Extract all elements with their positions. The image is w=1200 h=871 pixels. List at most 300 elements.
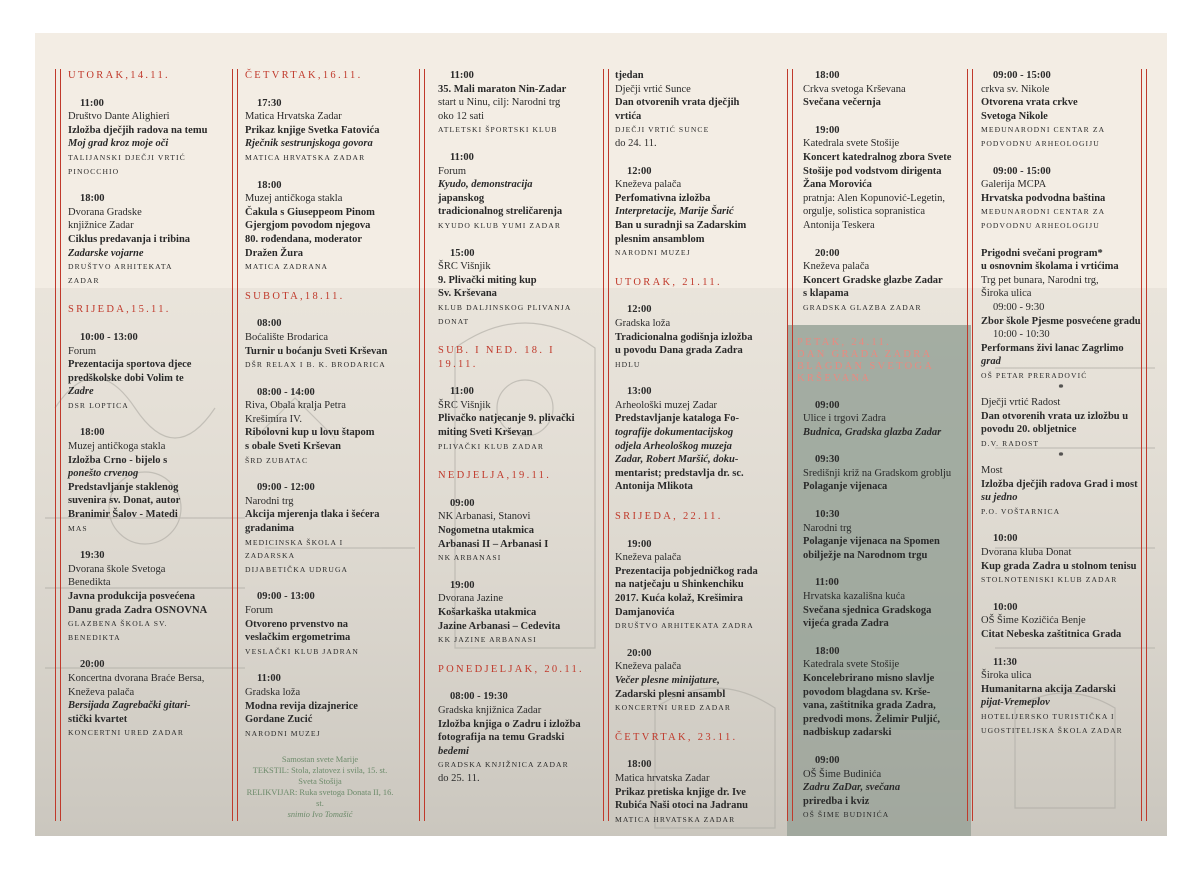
event-venue: Forum (68, 345, 97, 357)
event-entry (68, 426, 218, 535)
event-organizer: STOLNOTENISKI KLUB ZADAR (981, 575, 1118, 585)
event-organizer: PODVODNU ARHEOLOGIJU (981, 220, 1100, 230)
event-venue: do 25. 11. (438, 772, 480, 784)
event-organizer: D.V. RADOST (981, 438, 1040, 448)
event-venue: Matica Hrvatska Zadar (245, 111, 342, 123)
event-title: Predstavljanje staklenog (68, 481, 179, 493)
event-organizer: KYUDO KLUB YUMI ZADAR (438, 220, 562, 230)
event-title: Prikaz pretiska knjige dr. Ive (615, 786, 746, 798)
event-venue: Matica hrvatska Zadar (615, 772, 710, 784)
event-time: 11:00 (450, 386, 474, 398)
event-time: 18:00 (80, 193, 105, 205)
event-entry (615, 69, 765, 151)
event-time: 13:00 (627, 386, 652, 398)
event-organizer: NK ARBANASI (438, 553, 502, 563)
event-organizer: DŠR RELAX I B. K. BRODARICA (245, 360, 386, 370)
event-title: Polaganje vijenaca na Spomen (803, 536, 940, 548)
caption-line: TEKSTIL: Stola, zlatovez i svila, 15. st. (252, 766, 388, 776)
event-entry (803, 399, 953, 440)
event-title: Žana Morovića (803, 179, 872, 191)
event-time: 10:30 (815, 509, 840, 521)
event-venue: Dvorana kluba Donat (981, 547, 1072, 558)
event-organizer: HDLU (615, 359, 641, 369)
event-title: Danu grada Zadra OSNOVNA (68, 604, 208, 616)
event-time: 09:00 - 15:00 (993, 70, 1051, 81)
event-venue: Hrvatska kazališna kuća (803, 591, 906, 603)
event-venue: Društvo Dante Alighieri (68, 111, 170, 123)
event-title: Zbor škole Pjesme posvećene gradu (981, 315, 1141, 327)
event-organizer: MATICA HRVATSKA ZADAR (615, 814, 736, 824)
event-title: miting Sveti Krševan (438, 427, 533, 439)
event-venue: Galerija MCPA (981, 179, 1047, 191)
event-title: Prikaz knjige Svetka Fatovića (245, 124, 380, 136)
event-entry (981, 165, 1141, 233)
event-title: Dan otvorenih vrata uz izložbu u (981, 410, 1129, 422)
event-entry (615, 165, 765, 260)
caption-line: snimio Ivo Tomašić (287, 810, 353, 820)
event-entry (438, 247, 588, 329)
event-title: predškolske dobi Volim te (68, 372, 184, 384)
event-venue: oko 12 sati (438, 110, 485, 122)
event-title: Otvorena vrata crkve (981, 97, 1078, 109)
event-entry (245, 481, 395, 576)
event-title-italic: su jedno (981, 492, 1018, 504)
event-title: Ban u suradnji sa Zadarskim (615, 219, 747, 231)
event-title: Koncelebrirano misno slavlje (803, 673, 935, 684)
event-organizer: KONCERTNI URED ZADAR (615, 703, 732, 713)
event-time: 09:00 - 9:30 (993, 301, 1045, 313)
event-entry (245, 590, 395, 658)
event-entry (245, 179, 395, 274)
event-title: Koncert Gradske glazbe Zadar (803, 274, 943, 286)
column-4 (615, 67, 765, 826)
event-venue: NK Arbanasi, Stanovi (438, 511, 531, 523)
event-title: japanskog (438, 192, 485, 204)
event-title: Rubića Naši otoci na Jadranu (615, 800, 749, 812)
event-organizer: DONAT (438, 316, 470, 326)
event-venue: Dvorana Jazine (438, 593, 504, 605)
event-entry (438, 69, 588, 137)
caption-line: Samostan svete Marije (281, 755, 359, 765)
event-organizer: MAS (68, 523, 88, 533)
event-venue: Kneževa palača (803, 261, 870, 273)
event-entry (68, 192, 218, 287)
event-title: Polaganje vijenaca (803, 481, 888, 493)
event-entry (438, 579, 588, 647)
event-title: Izložba dječjih radova Grad i most (981, 478, 1138, 490)
event-organizer: MATICA HRVATSKA ZADAR (245, 152, 366, 162)
feast-heading-line: PETAK, 24.11. (797, 336, 892, 348)
event-time: 09:30 (815, 454, 840, 466)
event-time: 17:30 (257, 97, 282, 109)
event-venue: Benedikta (68, 577, 111, 589)
event-entry (981, 247, 1141, 519)
event-organizer: GRADSKA GLAZBA ZADAR (803, 302, 922, 312)
event-title: 80. rođendana, moderator (245, 233, 363, 245)
event-venue: Dvorana škole Svetoga (68, 563, 166, 575)
event-organizer: MATICA ZADRANA (245, 262, 329, 272)
event-time: 19:00 (815, 124, 840, 136)
event-title: Svečana večernja (803, 97, 881, 109)
day-heading: ČETVRTAK,16.11. (245, 70, 363, 81)
event-title-italic: Moj grad kroz moje oči (68, 138, 169, 150)
event-entry (615, 538, 765, 633)
event-title: Jazine Arbanasi – Cedevita (438, 620, 561, 632)
event-time: 10:00 (993, 533, 1018, 545)
event-venue: knjižnice Zadar (68, 220, 134, 232)
column-rule-6 (967, 69, 973, 821)
event-title-italic: tografije dokumentacijskog (615, 427, 734, 439)
event-venue: pratnja: Alen Kopunović-Legetin, (803, 192, 946, 204)
event-entry (615, 758, 765, 826)
event-title: Ciklus predavanja i tribina (68, 233, 191, 245)
event-title: 2017. Kuća kolaž, Krešimira (615, 593, 743, 604)
event-entry (438, 385, 588, 453)
column-rule-5 (787, 69, 793, 821)
event-venue: Središnji križ na Gradskom groblju (803, 467, 952, 479)
event-time: 08:00 - 19:30 (450, 691, 508, 703)
event-title: Humanitarna akcija Zadarski (981, 683, 1116, 695)
event-venue: Široka ulica (981, 288, 1032, 300)
caption-line: RELIKVIJAR: Ruka svetoga Donata II, 16. st. (246, 788, 394, 809)
event-time: 18:00 (257, 179, 282, 191)
event-venue: Dječji vrtić Radost (981, 397, 1061, 409)
event-time: 20:00 (80, 659, 105, 671)
event-organizer: OŠ ŠIME BUDINIĆA (803, 810, 890, 820)
event-title: gradanima (245, 523, 295, 535)
event-venue: Široka ulica (981, 670, 1032, 682)
event-organizer: DJEČJI VRTIĆ SUNCE (615, 125, 710, 135)
event-title-italic: odjela Arheološkog muzeja (615, 440, 732, 452)
event-time: 19:00 (450, 579, 475, 591)
event-time: 10:00 - 10:30 (993, 329, 1050, 341)
event-venue: OŠ Šime Budinića (803, 768, 882, 780)
event-organizer: DRUŠTVO ARHITEKATA (68, 262, 173, 272)
event-time: 20:00 (627, 647, 652, 659)
event-time: 09:00 - 15:00 (993, 165, 1051, 177)
event-entry (803, 508, 953, 562)
photo-caption (245, 754, 395, 820)
event-organizer: DSR LOPTICA (68, 400, 129, 410)
event-organizer: HOTELIJERSKO TURISTIČKA I (981, 711, 1115, 721)
event-title: vijeća grada Zadra (803, 618, 889, 630)
column-1 (68, 67, 218, 740)
event-organizer: GRADSKA KNJIŽNICA ZADAR (438, 760, 569, 770)
event-title-italic: Bersijada Zagrebački gitari- (68, 700, 191, 712)
event-time: 12:00 (627, 304, 652, 316)
event-entry (438, 690, 588, 785)
event-entry (803, 69, 953, 110)
event-venue: Kneževa palača (615, 552, 682, 564)
event-organizer: UGOSTITELJSKA ŠKOLA ZADAR (981, 725, 1123, 735)
event-title: Hrvatska podvodna baština (981, 192, 1106, 204)
column-rule-4 (603, 69, 609, 821)
event-organizer: PINOCCHIO (68, 166, 120, 176)
event-venue: Forum (245, 605, 274, 616)
event-title: stički kvartet (68, 713, 128, 725)
event-time: 11:30 (993, 656, 1017, 668)
event-organizer: DRUŠTVO ARHITEKATA ZADRA (615, 621, 754, 631)
event-venue: Krešimira IV. (245, 413, 302, 425)
day-heading: ČETVRTAK, 23.11. (615, 731, 738, 743)
event-organizer: ZADAR (68, 275, 100, 285)
event-entry (981, 532, 1141, 586)
event-title: Nogometna utakmica (438, 525, 534, 537)
event-time: 11:00 (80, 97, 104, 109)
day-heading: UTORAK,14.11. (68, 70, 170, 81)
event-entry (438, 497, 588, 565)
event-title: predvodi mons. Želimir Puljić, (803, 713, 940, 725)
event-entry (245, 317, 395, 371)
event-title: Ribolovni kup u lovu štapom (245, 427, 375, 439)
event-entry (615, 303, 765, 371)
event-venue: Kneževa palača (68, 686, 135, 698)
column-rule-7 (1141, 69, 1147, 821)
event-venue: Kneževa palača (615, 661, 682, 673)
event-entry (981, 656, 1141, 738)
event-title: Arbanasi II – Arbanasi I (438, 538, 549, 550)
event-title: suvenira sv. Donat, autor (68, 495, 181, 507)
event-entry (245, 386, 395, 468)
event-title-italic: Budnica, Gradska glazba Zadar (803, 426, 942, 438)
event-entry (803, 247, 953, 315)
event-title-italic: ponešto crvenog (68, 468, 139, 480)
event-time: 18:00 (80, 427, 105, 439)
event-time: 18:00 (815, 645, 840, 657)
day-heading: SRIJEDA, 22.11. (615, 511, 723, 523)
event-venue: Muzej antičkoga stakla (245, 193, 343, 205)
event-entry (803, 576, 953, 630)
event-title: Predstavljanje kataloga Fo- (615, 413, 740, 425)
event-entry (438, 151, 588, 233)
event-venue: Ulice i trgovi Zadra (803, 413, 886, 425)
event-title-italic: Rječnik sestrunjskoga govora (245, 138, 373, 150)
event-venue: Narodni trg (245, 495, 294, 507)
event-time: 12:00 (627, 165, 652, 177)
event-title: Prezentacija sportova djece (68, 359, 192, 371)
event-entry (981, 601, 1141, 642)
event-venue: start u Ninu, cilj: Narodni trg (438, 97, 561, 109)
column-3 (438, 67, 588, 786)
event-title: plesnim ansamblom (615, 233, 705, 245)
event-time: 11:00 (450, 151, 474, 163)
petak-feast-heading (797, 337, 953, 385)
event-title-italic: Zadar, Robert Maršić, doku- (615, 454, 739, 466)
event-title: Branimir Šalov - Matedi (68, 509, 178, 521)
event-entry (68, 331, 218, 413)
event-organizer: MEĐUNARODNI CENTAR ZA (981, 207, 1106, 217)
event-venue: Riva, Obala kralja Petra (245, 400, 346, 412)
feast-heading-line: KRŠEVANA (797, 372, 872, 384)
event-title-italic: Kyudo, demonstracija (438, 179, 533, 191)
day-heading: SUB. I NED. 18. I 19.11. (438, 345, 555, 370)
event-title-italic: grad (981, 356, 1001, 368)
event-time: 08:00 - 14:00 (257, 386, 315, 398)
event-time: 15:00 (450, 247, 475, 259)
caption-line: Sveta Stošija (298, 777, 342, 787)
event-title: 9. Plivački miting kup (438, 274, 537, 286)
event-title: obilježje na Narodnom trgu (803, 549, 928, 561)
event-title: Stošije pod vodstvom dirigenta (803, 165, 942, 177)
event-venue: Katedrala svete Stošije (803, 659, 900, 671)
column-rule-2 (232, 69, 238, 821)
event-title: fotografija na temu Gradski (438, 732, 565, 744)
event-entry (68, 549, 218, 644)
event-venue: crkva sv. Nikole (981, 83, 1050, 95)
event-title: Prigodni svečani program* (981, 247, 1103, 259)
event-time: 09:00 - 13:00 (257, 591, 315, 603)
event-title: s klapama (803, 288, 849, 300)
event-time: 09:00 - 12:00 (257, 482, 315, 494)
column-2 (245, 67, 395, 820)
feast-heading-line: BLAGDAN SVETOGA (797, 360, 935, 372)
event-venue: ŠRC Višnjik (438, 261, 491, 273)
event-title-italic: pijat-Vremeplov (981, 697, 1050, 709)
day-heading: SRIJEDA,15.11. (68, 304, 171, 316)
event-title: Izložba Crno - bijelo s (68, 454, 168, 466)
event-time: 18:00 (815, 70, 840, 81)
separator-asterisk: * (1058, 383, 1064, 395)
event-venue: Forum (438, 165, 467, 177)
event-organizer: MEDICINSKA ŠKOLA I ZADARSKA (245, 537, 344, 561)
event-entry (615, 385, 765, 494)
event-time: 11:00 (815, 577, 839, 589)
event-venue: Kneževa palača (615, 179, 682, 191)
event-title: na natječaju u Shinkenchiku (615, 579, 744, 591)
event-venue: Crkva svetoga Krševana (803, 83, 906, 95)
column-6 (981, 67, 1141, 737)
event-time: 19:00 (627, 538, 652, 550)
event-title: Svečana sjednica Gradskoga (803, 604, 932, 616)
event-organizer: NARODNI MUZEJ (615, 248, 691, 258)
event-title: nadbiskup zadarski (803, 727, 892, 739)
event-title: Plivačko natjecanje 9. plivački (438, 413, 575, 425)
event-organizer: KLUB DALJINSKOG PLIVANJA (438, 302, 572, 312)
event-time: 18:00 (627, 759, 652, 771)
event-organizer: ATLETSKI ŠPORTSKI KLUB (438, 125, 558, 135)
column-5 (797, 67, 953, 822)
event-title: Citat Nebeska zaštitnica Grada (981, 628, 1122, 640)
column-rule-1 (55, 69, 61, 821)
event-organizer: P.O. VOŠTARNICA (981, 506, 1061, 516)
day-heading: UTORAK, 21.11. (615, 276, 722, 288)
event-title: priredba i kviz (803, 795, 870, 807)
event-title: Damjanovića (615, 606, 675, 618)
event-venue: Narodni trg (803, 522, 852, 534)
event-title-italic: Večer plesne minijature, (615, 674, 720, 686)
event-organizer: GLAZBENA ŠKOLA SV. (68, 619, 168, 629)
event-venue: ŠRC Višnjik (438, 399, 491, 411)
event-title: Javna produkcija posvećena (68, 591, 195, 602)
event-title: u osnovnim školama i vrtićima (981, 261, 1119, 273)
event-title-italic: Zadru ZaDar, svečana (803, 782, 901, 794)
event-time: 11:00 (450, 70, 474, 81)
event-venue: do 24. 11. (615, 137, 657, 149)
event-venue: Gradska loža (615, 317, 671, 329)
event-venue: Arheološki muzej Zadar (615, 399, 718, 411)
feast-heading-line: DAN GRADA ZADRA (797, 348, 933, 360)
event-venue: Dječji vrtić Sunce (615, 83, 691, 95)
event-organizer: PODVODNU ARHEOLOGIJU (981, 138, 1100, 148)
day-heading: SUBOTA,18.11. (245, 290, 345, 302)
event-title-italic: Zadarske vojarne (68, 247, 144, 259)
event-venue: OŠ Šime Kozičića Benje (981, 615, 1086, 627)
event-title: 35. Mali maraton Nin-Zadar (438, 83, 567, 95)
event-organizer: VESLAČKI KLUB JADRAN (245, 646, 359, 656)
event-title: Sv. Krševana (438, 288, 497, 300)
event-title: Turnir u boćanju Sveti Krševan (245, 345, 388, 357)
event-title: povodom blagdana sv. Krše- (803, 686, 931, 698)
event-title: Gjergjom povodom njegova (245, 220, 371, 232)
event-title: Gordane Zucić (245, 714, 313, 726)
separator-asterisk: * (1058, 451, 1064, 463)
event-entry (68, 658, 218, 740)
event-title: s obale Sveti Krševan (245, 441, 341, 453)
event-venue: Antonija Teskera (803, 219, 875, 231)
event-entry (245, 97, 395, 165)
event-entry (803, 124, 953, 233)
event-venue: Boćalište Brodarica (245, 331, 329, 343)
event-title: tjedan (615, 70, 644, 81)
event-title: Performans živi lanac Zagrlimo (981, 342, 1124, 354)
event-entry (803, 754, 953, 822)
event-time: 09:00 (450, 497, 475, 509)
event-organizer: TALIJANSKI DJEČJI VRTIĆ (68, 152, 186, 162)
event-venue: Katedrala svete Stošije (803, 138, 900, 150)
event-venue: Gradska knjižnica Zadar (438, 704, 542, 716)
event-title: u povodu Dana grada Zadra (615, 345, 743, 357)
event-time: 08:00 (257, 318, 282, 330)
event-title: Otvoreno prvenstvo na (245, 618, 349, 630)
event-title: Izložba knjiga o Zadru i izložba (438, 718, 581, 730)
event-organizer: DIJABETIČKA UDRUGA (245, 564, 349, 574)
event-organizer: OŠ PETAR PRERADOVIĆ (981, 370, 1088, 380)
event-title: Perfomativna izložba (615, 192, 711, 204)
event-title: Tradicionalna godišnja izložba (615, 331, 753, 343)
event-venue: Muzej antičkoga stakla (68, 441, 166, 453)
event-time: 10:00 - 13:00 (80, 331, 138, 343)
event-title-italic: Zadre (68, 386, 94, 398)
event-title: Koncert katedralnog zbora Svete (803, 151, 952, 163)
event-title: Modna revija dizajnerice (245, 700, 358, 712)
event-time: 19:30 (80, 550, 105, 562)
event-venue: Most (981, 465, 1003, 477)
day-heading: PONEDJELJAK, 20.11. (438, 663, 584, 675)
event-title: Dan otvorenih vrata dječjih vrtića (615, 97, 740, 122)
event-time: 10:00 (993, 601, 1018, 613)
event-organizer: ŠRD ZUBATAC (245, 455, 309, 465)
event-organizer: PLIVAČKI KLUB ZADAR (438, 441, 544, 451)
day-heading: NEDJELJA,19.11. (438, 470, 552, 482)
event-title: Antonija Mlikota (615, 481, 693, 493)
event-venue: Dvorana Gradske (68, 206, 142, 218)
event-title: Košarkaška utakmica (438, 607, 537, 618)
event-title: Kup grada Zadra u stolnom tenisu (981, 560, 1137, 572)
event-entry (803, 645, 953, 740)
event-title: mentarist; predstavlja dr. sc. (615, 467, 744, 479)
event-entry (803, 453, 953, 494)
column-rule-3 (419, 69, 425, 821)
event-time: 09:00 (815, 754, 840, 766)
event-title: tradicionalnog streličarenja (438, 206, 563, 218)
event-title: Prezentacija pobjedničkog rada (615, 565, 758, 577)
event-title: povodu 20. obljetnice (981, 424, 1077, 436)
event-organizer: MEĐUNARODNI CENTAR ZA (981, 125, 1106, 135)
event-time: 09:00 (815, 399, 840, 411)
event-time: 11:00 (257, 673, 281, 685)
event-time: 20:00 (815, 247, 840, 259)
event-venue: Koncertna dvorana Braće Bersa, (68, 672, 205, 684)
